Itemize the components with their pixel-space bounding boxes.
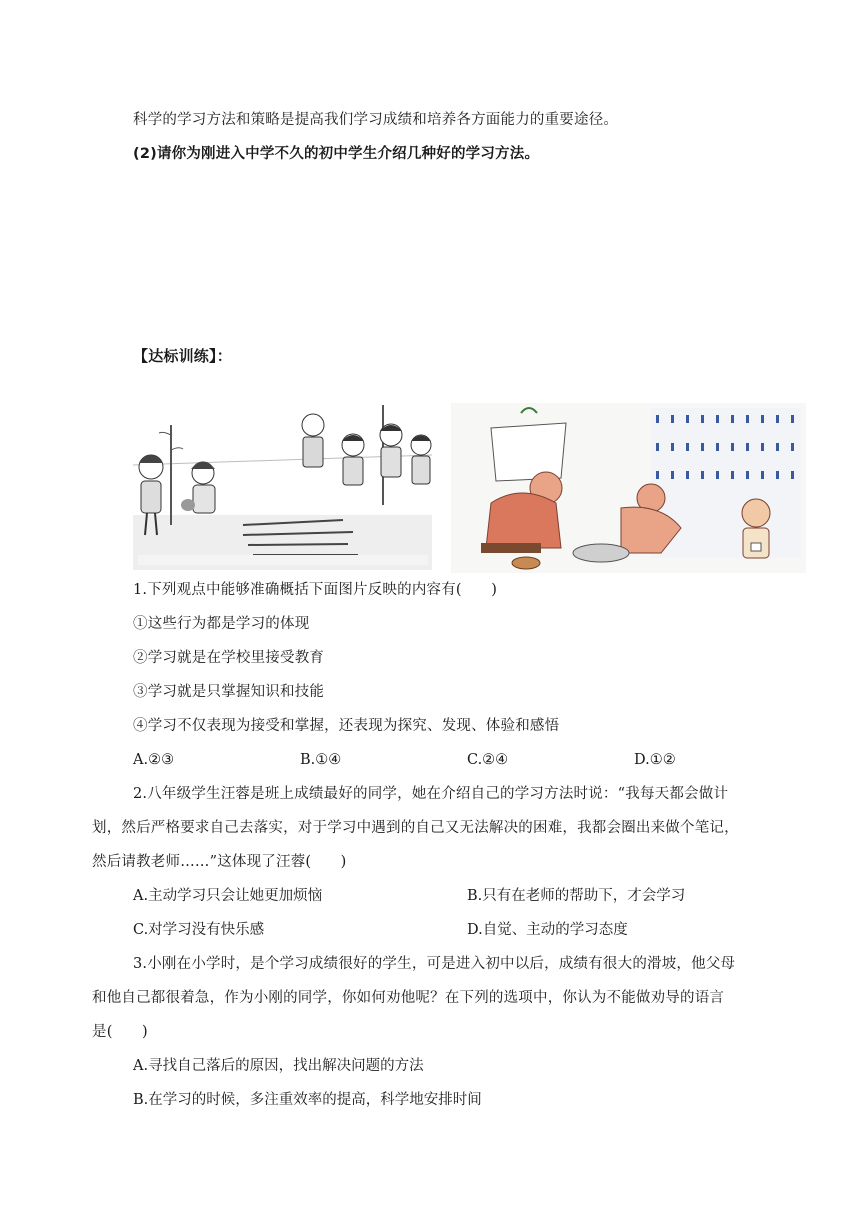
q2-line-3: 然后请教老师……”这体现了汪蓉( )	[92, 854, 347, 870]
intro-text: 科学的学习方法和策略是提高我们学习成绩和培养各方面能力的重要途径。	[133, 112, 619, 128]
q1-stem: 1.下列观点中能够准确概括下面图片反映的内容有( )	[133, 582, 498, 598]
q2-line-2: 划，然后严格要求自己去落实，对于学习中遇到的自己又无法解决的困难，我都会圈出来做个笔记，	[92, 820, 739, 836]
q2-line-1: 2.八年级学生汪蓉是班上成绩最好的同学，她在介绍自己的学习方法时说：“我每天都会做计	[133, 786, 729, 802]
q2-option-c[interactable]: C.对学习没有快乐感	[133, 922, 265, 938]
q2-option-b[interactable]: B.只有在老师的帮助下，才会学习	[467, 888, 686, 904]
q3-line-3: 是( )	[92, 1024, 148, 1040]
q1-option-c[interactable]: C.②④	[467, 752, 509, 768]
q2-option-a[interactable]: A.主动学习只会让她更加烦恼	[133, 888, 323, 904]
question-2-prompt: (2)请你为刚进入中学不久的初中学生介绍几种好的学习方法。	[133, 146, 540, 162]
q1-item-4: ④学习不仅表现为接受和掌握，还表现为探究、发现、体验和感悟	[133, 718, 560, 734]
q1-item-3: ③学习就是只掌握知识和技能	[133, 684, 325, 700]
q3-option-b[interactable]: B.在学习的时候，多注重效率的提高，科学地安排时间	[133, 1092, 482, 1108]
family-care-illustration	[451, 403, 806, 573]
tree-planting-illustration	[133, 405, 432, 570]
q1-option-a[interactable]: A.②③	[133, 752, 175, 768]
q3-line-1: 3.小刚在小学时，是个学习成绩很好的学生，可是进入初中以后，成绩有很大的滑坡，他父母	[133, 956, 736, 972]
q1-option-b[interactable]: B.①④	[300, 752, 342, 768]
q1-item-1: ①这些行为都是学习的体现	[133, 616, 310, 632]
section-title: 【达标训练】：	[133, 347, 232, 365]
q3-line-2: 和他自己都很着急，作为小刚的同学，你如何劝他呢？在下列的选项中，你认为不能做劝导的语言	[92, 990, 725, 1006]
q3-option-a[interactable]: A.寻找自己落后的原因，找出解决问题的方法	[133, 1058, 424, 1074]
q1-item-2: ②学习就是在学校里接受教育	[133, 650, 325, 666]
q2-option-d[interactable]: D.自觉、主动的学习态度	[467, 922, 628, 938]
q1-option-d[interactable]: D.①②	[634, 752, 676, 768]
